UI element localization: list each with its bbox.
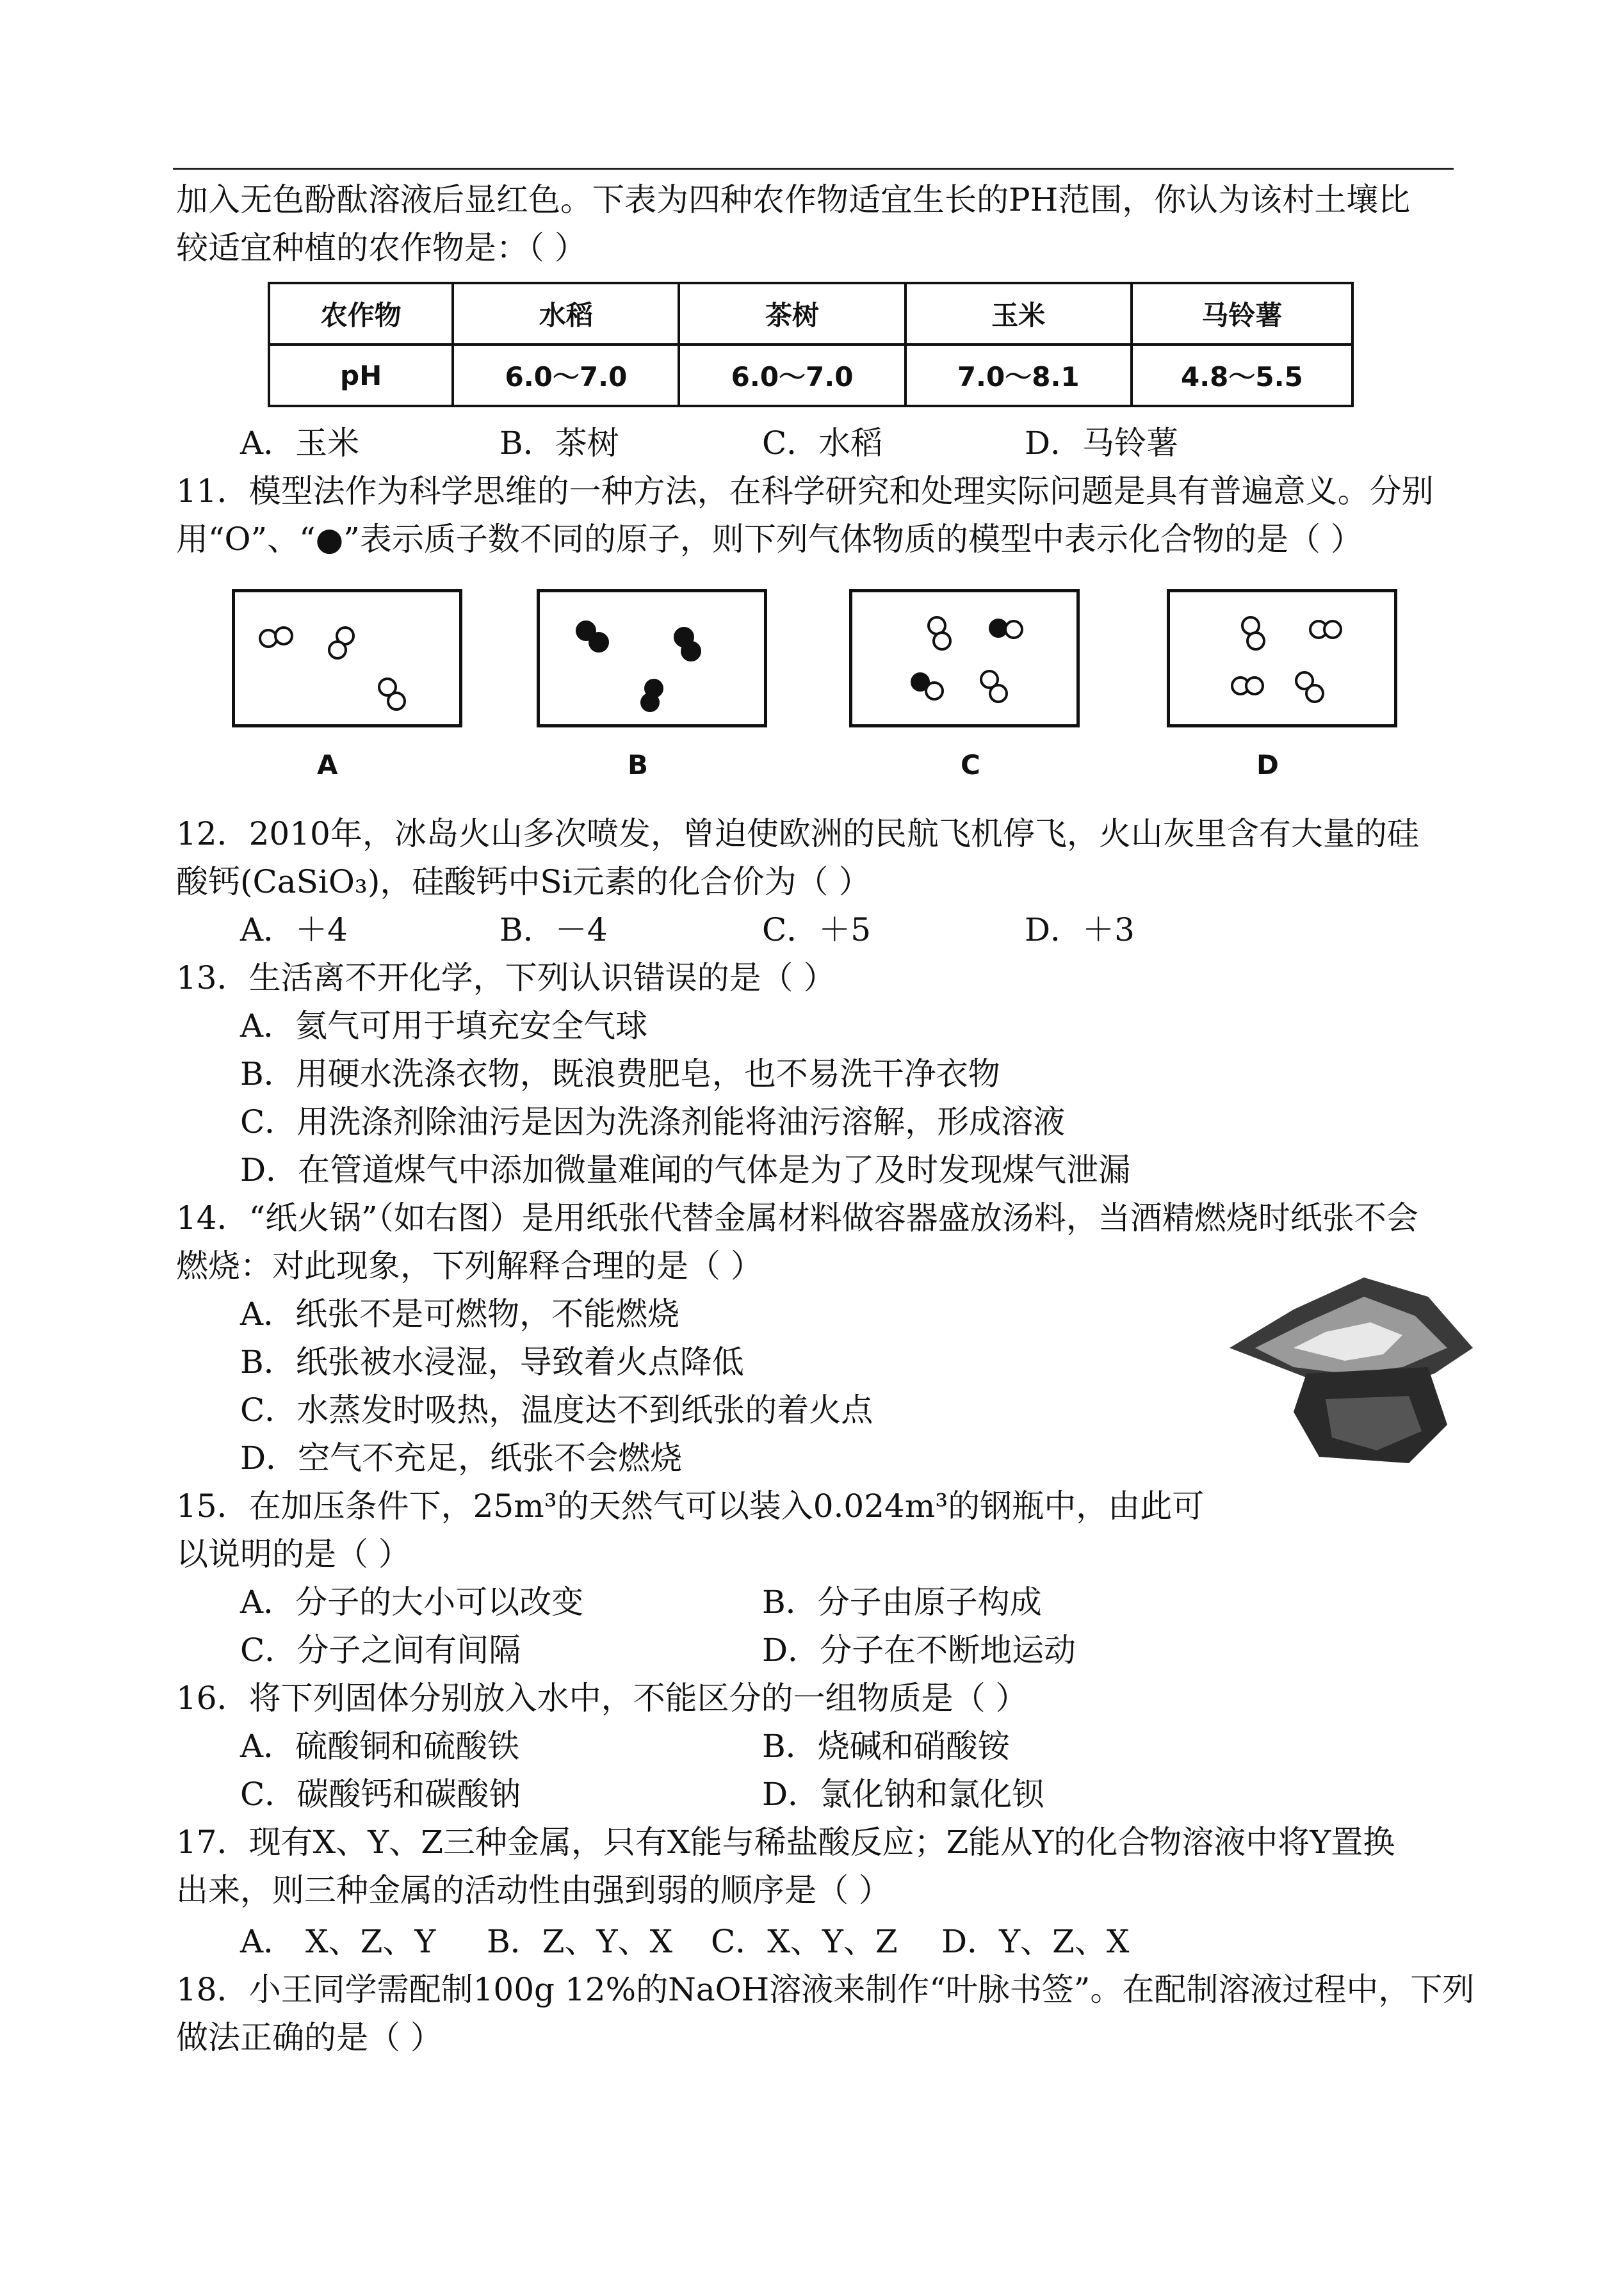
- q15-option-b: B．分子由原子构成: [762, 1584, 1042, 1621]
- q17-option-d: D．Y、Z、X: [941, 1923, 1130, 1960]
- q17-option-a: A． X、Z、Y: [240, 1923, 436, 1960]
- q15-line-2: 以说明的是（ ）: [176, 1536, 410, 1573]
- q15-line-1: 15．在加压条件下，25m³的天然气可以装入0.024m³的钢瓶中，由此可: [176, 1488, 1205, 1525]
- q18-line-1: 18．小王同学需配制100g 12%的NaOH溶液来制作“叶脉书签”。在配制溶液过程中，下列: [176, 1971, 1475, 2008]
- ph-table-cell: 6.0～7.0: [453, 345, 679, 406]
- q13-option-b: B．用硬水洗涤衣物，既浪费肥皂，也不易洗干净衣物: [240, 1055, 1000, 1092]
- model-c: [849, 589, 1080, 727]
- q10-option-c: C．水稻: [762, 425, 883, 462]
- q14-option-b: B．纸张被水浸湿，导致着火点降低: [240, 1343, 744, 1381]
- ph-table-cell: 玉米: [905, 283, 1132, 345]
- model-d-label: D: [1256, 749, 1279, 781]
- q16-option-a: A．硫酸铜和硫酸铁: [240, 1728, 520, 1765]
- q14-line-2: 燃烧：对此现象，下列解释合理的是（ ）: [176, 1247, 763, 1285]
- q16-option-d: D．氯化钠和氯化钡: [762, 1776, 1044, 1813]
- header-rule: [173, 168, 1454, 170]
- ph-table: [268, 282, 1354, 407]
- q17-option-c: C．X、Y、Z: [711, 1923, 898, 1960]
- intro-line-2: 较适宜种植的农作物是：（ ）: [176, 229, 587, 266]
- q16-option-c: C．碳酸钙和碳酸钠: [240, 1776, 521, 1813]
- q18-line-2: 做法正确的是（ ）: [176, 2019, 443, 2056]
- q15-option-a: A．分子的大小可以改变: [240, 1584, 584, 1621]
- intro-line-1: 加入无色酚酞溶液后显红色。下表为四种农作物适宜生长的PH范围，你认为该村土壤比: [176, 181, 1411, 218]
- q17-option-b: B．Z、Y、X: [487, 1923, 673, 1960]
- model-b-label: B: [628, 749, 649, 781]
- q12-option-d: D．＋3: [1025, 911, 1135, 948]
- q12-line-1: 12．2010年，冰岛火山多次喷发，曾迫使欧洲的民航飞机停飞，火山灰里含有大量的硅: [176, 815, 1419, 852]
- q13-option-c: C．用洗涤剂除油污是因为洗涤剂能将油污溶解，形成溶液: [240, 1103, 1066, 1140]
- q14-option-a: A．纸张不是可燃物，不能燃烧: [240, 1295, 680, 1333]
- q10-option-a: A．玉米: [240, 425, 360, 462]
- q11-line-1: 11．模型法作为科学思维的一种方法，在科学研究和处理实际问题是具有普遍意义。分别: [176, 473, 1434, 510]
- ph-table-cell: 水稻: [453, 283, 679, 345]
- model-b: [537, 589, 767, 727]
- model-a: [232, 589, 462, 727]
- ph-table-cell: 4.8～5.5: [1132, 345, 1352, 406]
- q14-line-1: 14．“纸火锅”（如右图）是用纸张代替金属材料做容器盛放汤料，当酒精燃烧时纸张不会: [176, 1199, 1418, 1237]
- model-a-diagram: [235, 592, 459, 724]
- q12-option-c: C．＋5: [762, 911, 872, 948]
- q12-option-a: A．＋4: [240, 911, 348, 948]
- q14-option-c: C．水蒸发时吸热，温度达不到纸张的着火点: [240, 1391, 873, 1429]
- model-b-diagram: [540, 592, 764, 724]
- model-c-diagram: [852, 592, 1076, 724]
- q17-line-1: 17．现有X、Y、Z三种金属，只有X能与稀盐酸反应；Z能从Y的化合物溶液中将Y置换: [176, 1824, 1395, 1861]
- paper-hotpot-image: [1217, 1271, 1486, 1489]
- q11-line-2: 用“O”、“●”表示质子数不同的原子，则下列气体物质的模型中表示化合物的是（ ）: [176, 521, 1363, 558]
- ph-table-value-row: [269, 345, 1352, 406]
- q15-option-d: D．分子在不断地运动: [762, 1632, 1076, 1669]
- model-d: [1167, 589, 1397, 727]
- ph-table-cell: pH: [269, 345, 453, 406]
- q14-option-d: D．空气不充足，纸张不会燃烧: [240, 1439, 683, 1477]
- q13-option-a: A．氦气可用于填充安全气球: [240, 1007, 648, 1044]
- q12-option-b: B．－4: [499, 911, 608, 948]
- model-a-label: A: [317, 749, 338, 781]
- ph-table-cell: 7.0～8.1: [905, 345, 1132, 406]
- q17-line-2: 出来，则三种金属的活动性由强到弱的顺序是（ ）: [176, 1872, 891, 1909]
- q13-option-d: D．在管道煤气中添加微量难闻的气体是为了及时发现煤气泄漏: [240, 1151, 1131, 1188]
- ph-table-cell: 马铃薯: [1132, 283, 1352, 345]
- q10-option-d: D．马铃薯: [1025, 425, 1179, 462]
- model-c-label: C: [961, 749, 980, 781]
- ph-table-cell: 6.0～7.0: [679, 345, 905, 406]
- ph-table-cell: 农作物: [269, 283, 453, 345]
- q12-line-2: 酸钙(CaSiO₃)，硅酸钙中Si元素的化合价为（ ）: [176, 863, 871, 900]
- q15-option-c: C．分子之间有间隔: [240, 1632, 521, 1669]
- q10-option-b: B．茶树: [499, 425, 619, 462]
- q16-stem: 16．将下列固体分别放入水中，不能区分的一组物质是（ ）: [176, 1680, 1028, 1717]
- ph-table-cell: 茶树: [679, 283, 905, 345]
- ph-table-header-row: [269, 283, 1352, 345]
- model-d-diagram: [1170, 592, 1394, 724]
- q13-stem: 13．生活离不开化学，下列认识错误的是（ ）: [176, 959, 836, 996]
- q16-option-b: B．烧碱和硝酸铵: [762, 1728, 1010, 1765]
